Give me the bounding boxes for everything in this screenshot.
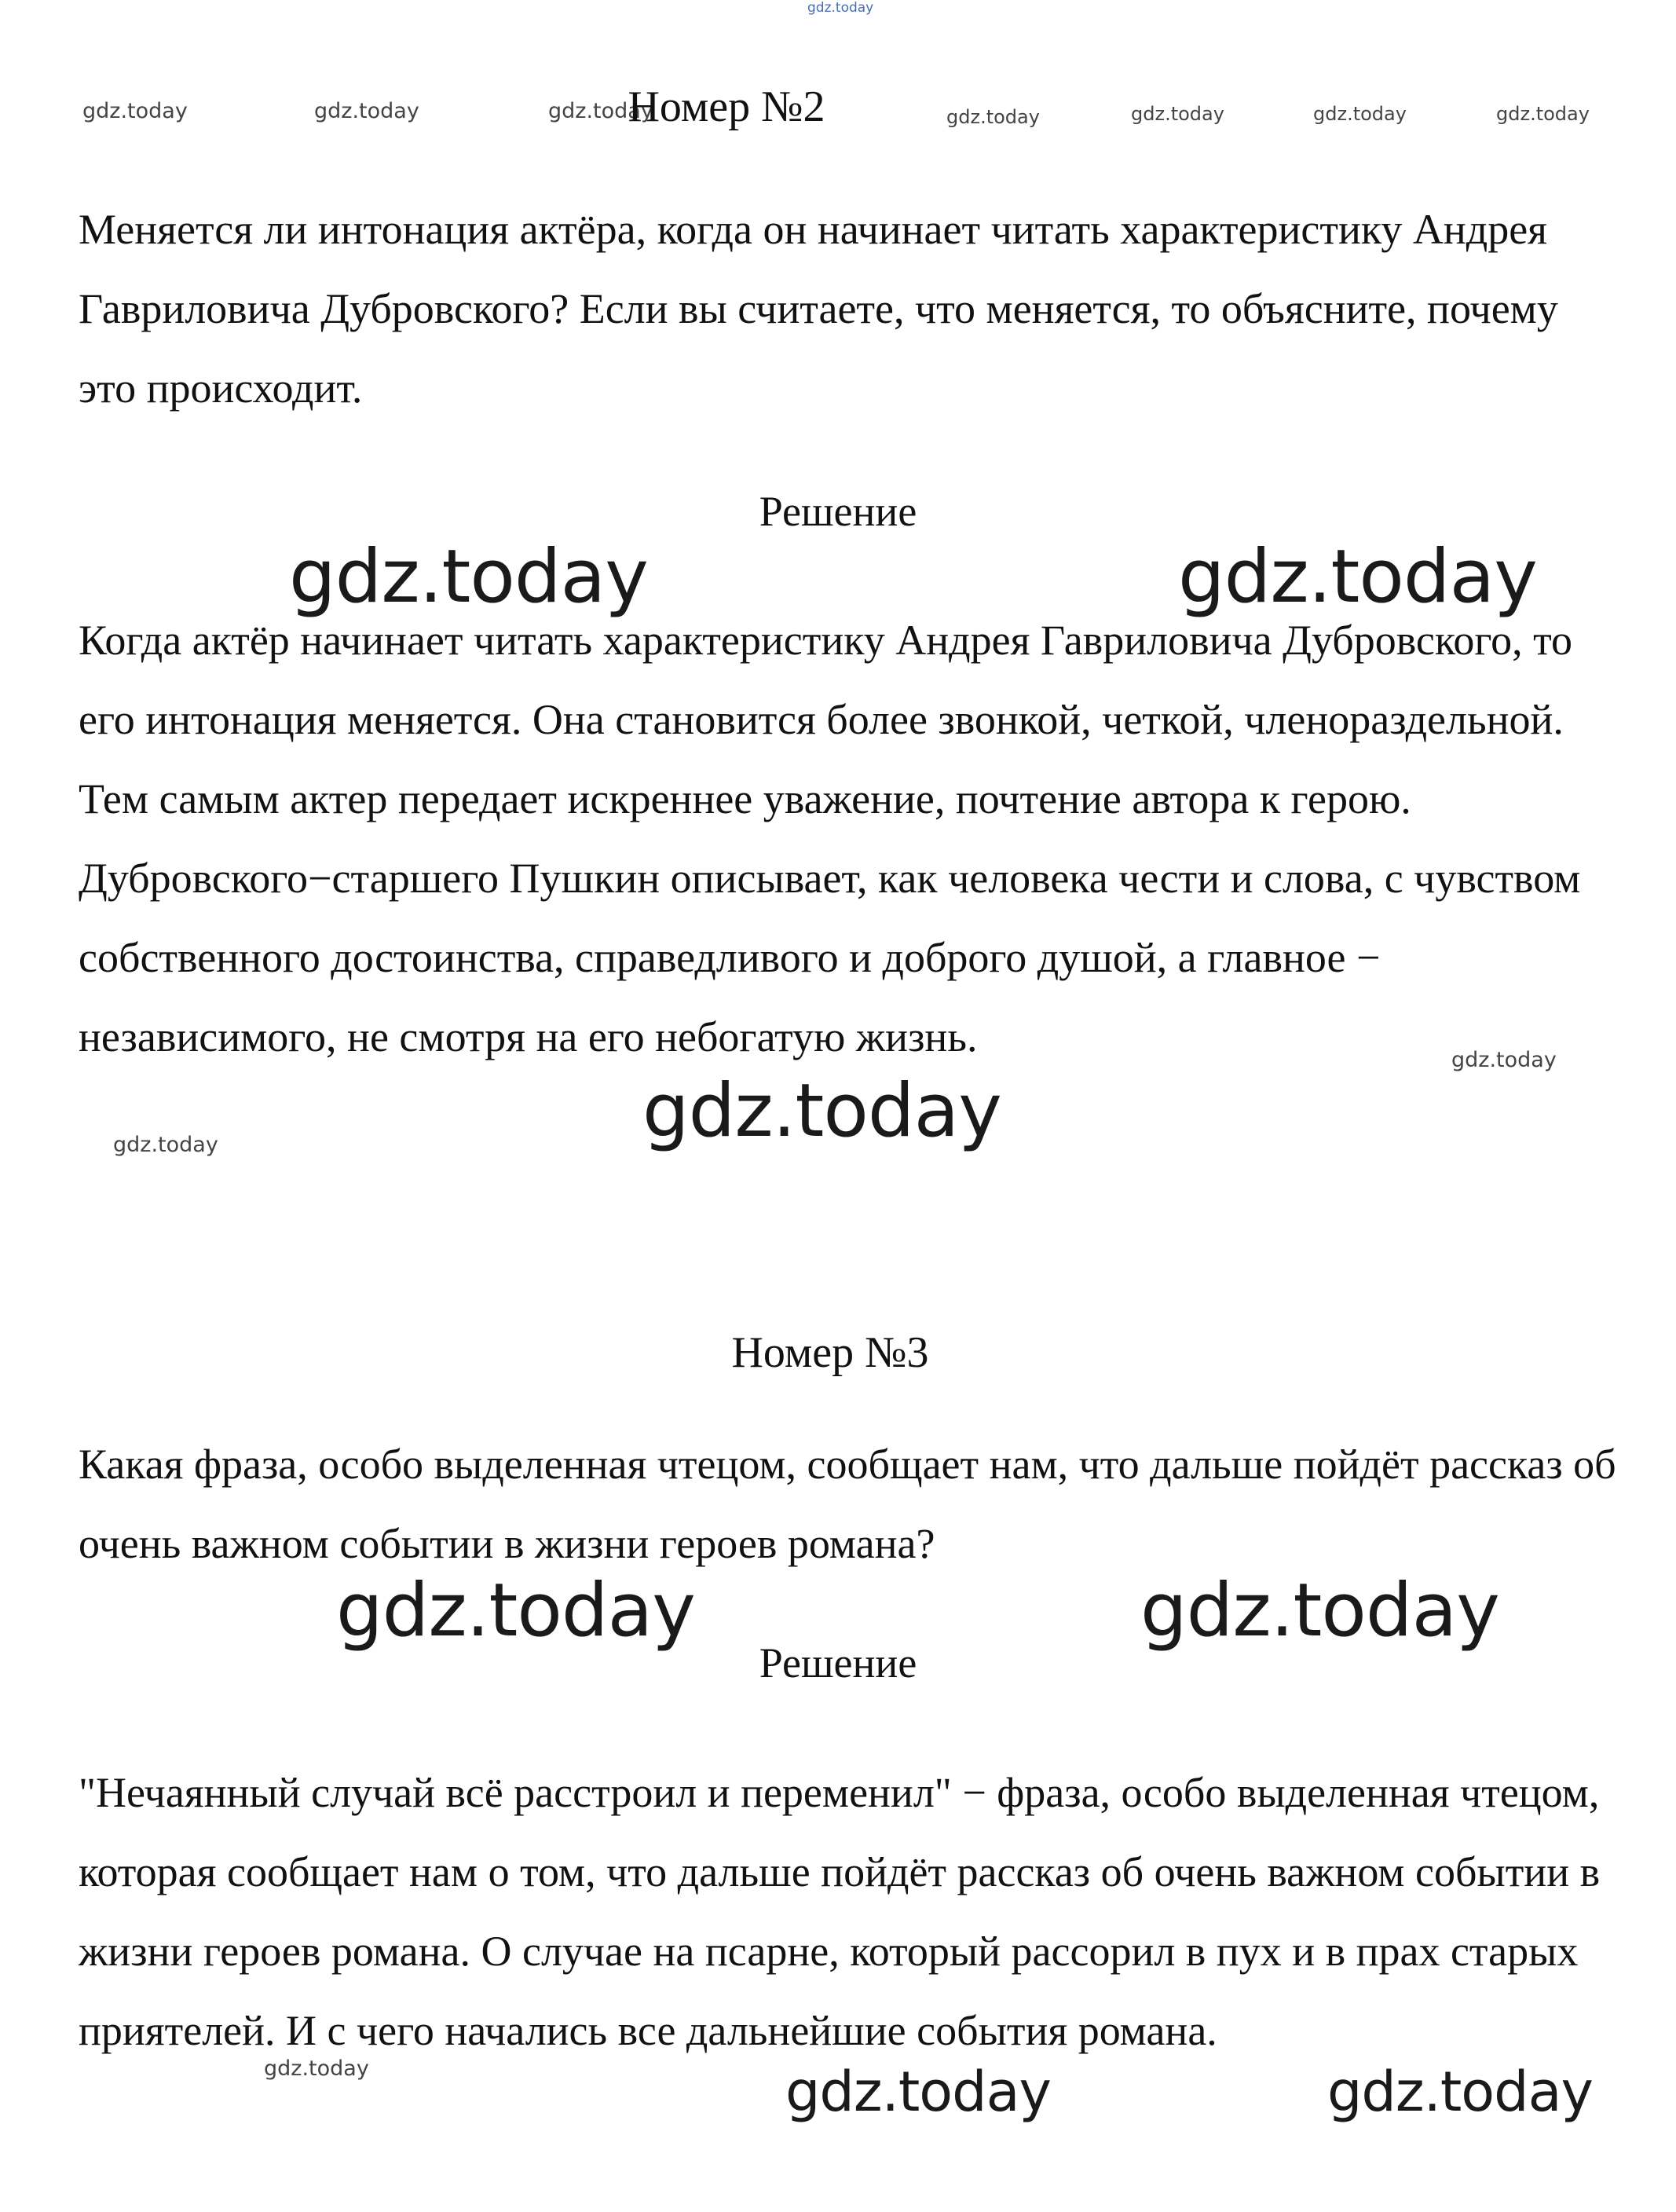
section-title: Номер №2 xyxy=(628,82,825,131)
answer-text: "Нечаянный случай всё расстроил и переменил" − фраза, особо выделенная чтецом, которая сообщает нам о том, что дальше пойдёт рассказ об очень важном событии в жизни героев романа. О случае на псарне, который рассорил в пух и в прах старых приятелей. И с чего начались все дальнейшие события романа. xyxy=(79,1769,1601,2054)
solution-label: Решение xyxy=(759,488,917,535)
watermark: gdz.today xyxy=(1313,103,1407,125)
watermark: gdz.today xyxy=(1131,103,1224,125)
watermark: gdz.today xyxy=(1327,2060,1593,2124)
watermark: gdz.today xyxy=(113,1133,218,1157)
watermark: gdz.today xyxy=(314,99,419,123)
watermark: gdz.today xyxy=(1496,103,1590,125)
watermark: gdz.today xyxy=(82,99,188,123)
watermark: gdz.today xyxy=(642,1068,1001,1154)
watermark: gdz.today xyxy=(1451,1048,1557,1072)
watermark: gdz.today xyxy=(807,0,874,16)
watermark: gdz.today xyxy=(1140,1568,1499,1654)
watermark: gdz.today xyxy=(946,106,1040,128)
watermark: gdz.today xyxy=(785,2060,1051,2124)
question-text: Меняется ли интонация актёра, когда он начинает читать характеристику Андрея Гавриловича Дубровского? Если вы считаете, что меняется, то объясните, почему это происходит. xyxy=(79,206,1558,412)
watermark: gdz.today xyxy=(264,2056,369,2081)
watermark: gdz.today xyxy=(289,534,648,620)
watermark: gdz.today xyxy=(1178,534,1537,620)
solution-label: Решение xyxy=(759,1639,917,1686)
section-title: Номер №3 xyxy=(731,1328,929,1377)
watermark: gdz.today xyxy=(336,1568,695,1654)
question-text: Какая фраза, особо выделенная чтецом, сообщает нам, что дальше пойдёт рассказ об очень важном событии в жизни героев романа? xyxy=(79,1441,1616,1567)
watermark: gdz.today xyxy=(548,99,653,123)
answer-text: Когда актёр начинает читать характеристику Андрея Гавриловича Дубровского, то его интонация меняется. Она становится более звонкой, четкой, членораздельной. Тем самым актер передает искреннее уважение, почтение автора к герою. Дубровского−старшего Пушкин описывает, как человека чести и слова, с чувством собственного достоинства, справедливого и доброго душой, а главное − независимого, не смотря на его небогатую жизнь. xyxy=(79,617,1581,1060)
